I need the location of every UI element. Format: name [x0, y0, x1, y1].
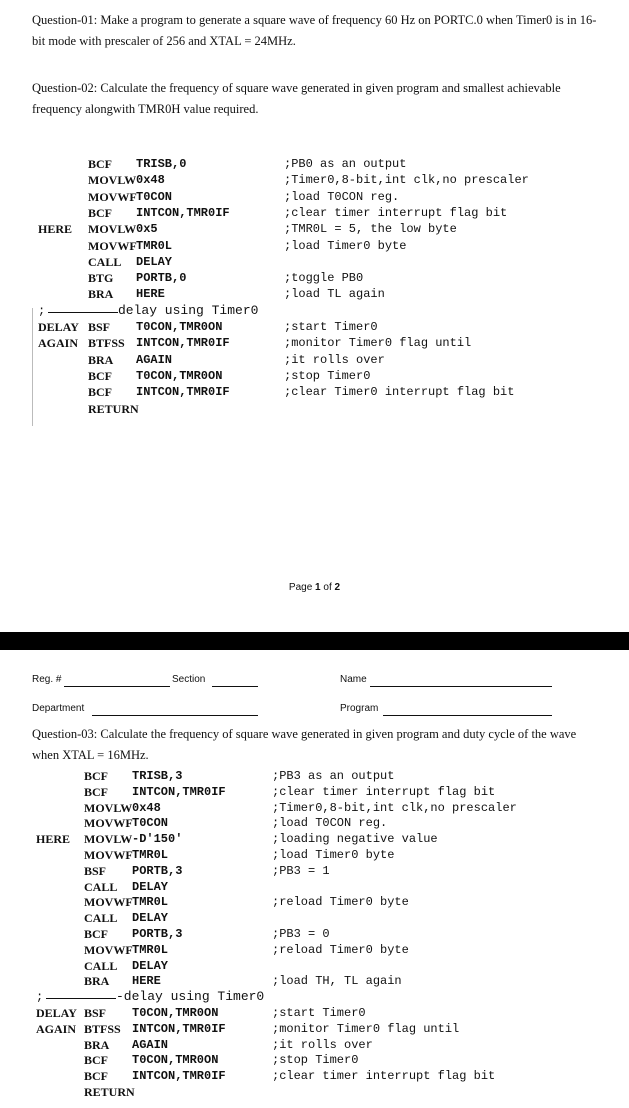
code-operand: PORTB,0: [136, 271, 187, 286]
code-opcode: BCF: [88, 385, 112, 400]
code-opcode: BCF: [84, 1069, 108, 1084]
code-comment: ;load TL again: [284, 287, 385, 302]
question-02-text: Question-02: Calculate the frequency of square wave generated in given program and smallest achievable frequency alongwith TMR0H value required.: [32, 81, 561, 116]
code-comment: ;loading negative value: [272, 832, 438, 847]
code-operand: -D'150': [132, 832, 183, 847]
code-comment: ;PB3 = 0: [272, 927, 330, 941]
code-opcode: BRA: [88, 352, 114, 367]
code-opcode: BRA: [84, 1037, 110, 1052]
code-comment: ;reload Timer0 byte: [272, 895, 409, 910]
name-field[interactable]: [370, 686, 552, 687]
code-comment: ;clear timer interrupt flag bit: [284, 205, 508, 220]
code-opcode: MOVWF: [88, 238, 137, 253]
page-footer: Page 1 of 2: [288, 582, 341, 593]
code-opcode: MOVLW: [88, 173, 137, 188]
code-comment: ;stop Timer0: [272, 1053, 359, 1068]
code-margin-line: [32, 308, 33, 426]
code-opcode: MOVWF: [88, 189, 137, 204]
code-operand: T0CON,TMR0ON: [136, 368, 223, 383]
code-operand: DELAY: [132, 958, 169, 973]
code-comment: ;PB3 = 1: [272, 863, 330, 878]
code-opcode: MOVLW: [84, 800, 133, 815]
code-opcode: CALL: [84, 958, 118, 973]
code-operand: TRISB,0: [136, 157, 187, 171]
code-opcode: BCF: [84, 927, 108, 941]
code-opcode: BTFSS: [84, 1021, 121, 1036]
code-operand: DELAY: [136, 254, 173, 269]
code-comment: ;toggle PB0: [284, 271, 364, 286]
department-field[interactable]: [92, 715, 258, 716]
code-comment: ;stop Timer0: [284, 368, 371, 383]
code-operand: INTCON,TMR0IF: [136, 336, 230, 351]
code-label: DELAY: [36, 1006, 77, 1020]
code-operand: AGAIN: [132, 1037, 169, 1052]
code-comment: ;PB0 as an output: [284, 157, 407, 171]
code-opcode: MOVLW: [84, 832, 133, 847]
code-comment: ;load Timer0 byte: [284, 238, 407, 253]
code-operand: TMR0L: [132, 848, 169, 862]
code-opcode: BCF: [84, 784, 108, 799]
code-opcode: BRA: [84, 974, 110, 989]
section-label: Section: [172, 674, 206, 685]
code-opcode: BSF: [84, 1006, 107, 1020]
code-label: HERE: [36, 832, 71, 847]
code-operand: INTCON,TMR0IF: [136, 205, 230, 220]
code-separator: ;: [36, 990, 44, 1005]
department-label: Department: [32, 703, 85, 714]
code-opcode: CALL: [84, 911, 118, 926]
code-operand: 0x48: [136, 173, 165, 188]
code-opcode: MOVWF: [84, 942, 133, 957]
code-operand: HERE: [132, 974, 161, 989]
code-operand: 0x5: [136, 222, 158, 237]
code-opcode: BCF: [84, 769, 108, 783]
separator-rule: [46, 998, 116, 999]
code-operand: DELAY: [132, 879, 169, 894]
code-operand: AGAIN: [136, 352, 173, 367]
program-label: Program: [340, 703, 379, 714]
code-opcode: BSF: [88, 320, 111, 334]
code-operand: INTCON,TMR0IF: [132, 1021, 226, 1036]
code-label: AGAIN: [36, 1021, 77, 1036]
code-operand: 0x48: [132, 800, 161, 815]
code-operand: TMR0L: [132, 895, 169, 910]
code-operand: T0CON,TMR0ON: [136, 320, 223, 334]
separator-rule: [48, 312, 118, 313]
code-comment: ;it rolls over: [272, 1037, 373, 1052]
code-comment: ;load Timer0 byte: [272, 848, 395, 862]
code-operand: PORTB,3: [132, 927, 183, 941]
page-2: [0, 650, 629, 1108]
name-label: Name: [340, 674, 367, 685]
code-comment: ;it rolls over: [284, 352, 385, 367]
code-opcode: MOVWF: [84, 895, 133, 910]
code-operand: TRISB,3: [132, 769, 183, 783]
code-operand: T0CON: [132, 816, 169, 831]
code-opcode: BRA: [88, 287, 114, 302]
code-comment: ;start Timer0: [272, 1006, 366, 1020]
code-comment: ;PB3 as an output: [272, 769, 395, 783]
code-separator: ;: [38, 303, 46, 318]
code-separator-text: -delay using Timer0: [116, 989, 265, 1005]
program-field[interactable]: [383, 715, 552, 716]
code-operand: HERE: [136, 287, 165, 302]
code-operand: T0CON,TMR0ON: [132, 1006, 219, 1020]
code-opcode: BCF: [84, 1053, 108, 1068]
code-label: AGAIN: [38, 336, 79, 351]
code-opcode: RETURN: [84, 1085, 135, 1099]
code-comment: ;reload Timer0 byte: [272, 942, 409, 957]
page-divider: [0, 632, 629, 650]
reg-field[interactable]: [64, 686, 170, 687]
code-opcode: BSF: [84, 863, 107, 878]
code-comment: ;clear timer interrupt flag bit: [272, 1069, 496, 1084]
code-opcode: BCF: [88, 368, 112, 383]
question-01-text: Question-01: Make a program to generate a square wave of frequency 60 Hz on PORTC.0 when Timer0 is in 16-bit mode with prescaler of 256 and XTAL = 24MHz.: [32, 13, 597, 48]
code-operand: INTCON,TMR0IF: [136, 385, 230, 400]
code-comment: ;load T0CON reg.: [272, 816, 388, 831]
code-separator-text: delay using Timer0: [118, 302, 259, 318]
code-operand: INTCON,TMR0IF: [132, 1069, 226, 1084]
code-label: DELAY: [38, 320, 79, 334]
code-opcode: BCF: [88, 157, 112, 171]
code-comment: ;TMR0L = 5, the low byte: [284, 222, 457, 237]
code-opcode: BTFSS: [88, 336, 125, 351]
code-comment: ;monitor Timer0 flag until: [272, 1021, 460, 1036]
code-opcode: MOVWF: [84, 816, 133, 831]
code-comment: ;Timer0,8-bit,int clk,no prescaler: [284, 173, 529, 188]
reg-label: Reg. #: [32, 674, 62, 685]
code-label: HERE: [38, 222, 73, 237]
code-opcode: MOVWF: [84, 848, 133, 862]
code-operand: INTCON,TMR0IF: [132, 784, 226, 799]
code-opcode: BCF: [88, 205, 112, 220]
code-comment: ;Timer0,8-bit,int clk,no prescaler: [272, 800, 517, 815]
code-listing-2: [0, 768, 629, 1108]
code-comment: ;load TH, TL again: [272, 974, 402, 989]
code-operand: T0CON: [136, 189, 173, 204]
code-opcode: CALL: [88, 254, 122, 269]
code-operand: DELAY: [132, 911, 169, 926]
code-listing-1: [0, 156, 629, 426]
code-comment: ;load T0CON reg.: [284, 189, 400, 204]
code-comment: ;monitor Timer0 flag until: [284, 336, 472, 351]
code-opcode: CALL: [84, 879, 118, 894]
code-opcode: MOVLW: [88, 222, 137, 237]
code-opcode: RETURN: [88, 401, 139, 416]
code-operand: TMR0L: [132, 942, 169, 957]
code-comment: ;clear Timer0 interrupt flag bit: [284, 385, 515, 400]
section-field[interactable]: [212, 686, 258, 687]
question-03-text: Question-03: Calculate the frequency of square wave generated in given program and duty cycle of the wave when XTAL = 16MHz.: [32, 727, 577, 762]
code-operand: T0CON,TMR0ON: [132, 1053, 219, 1068]
code-opcode: BTG: [88, 271, 114, 286]
code-operand: TMR0L: [136, 238, 173, 253]
code-comment: ;start Timer0: [284, 320, 378, 334]
code-operand: PORTB,3: [132, 863, 183, 878]
code-comment: ;clear timer interrupt flag bit: [272, 784, 496, 799]
